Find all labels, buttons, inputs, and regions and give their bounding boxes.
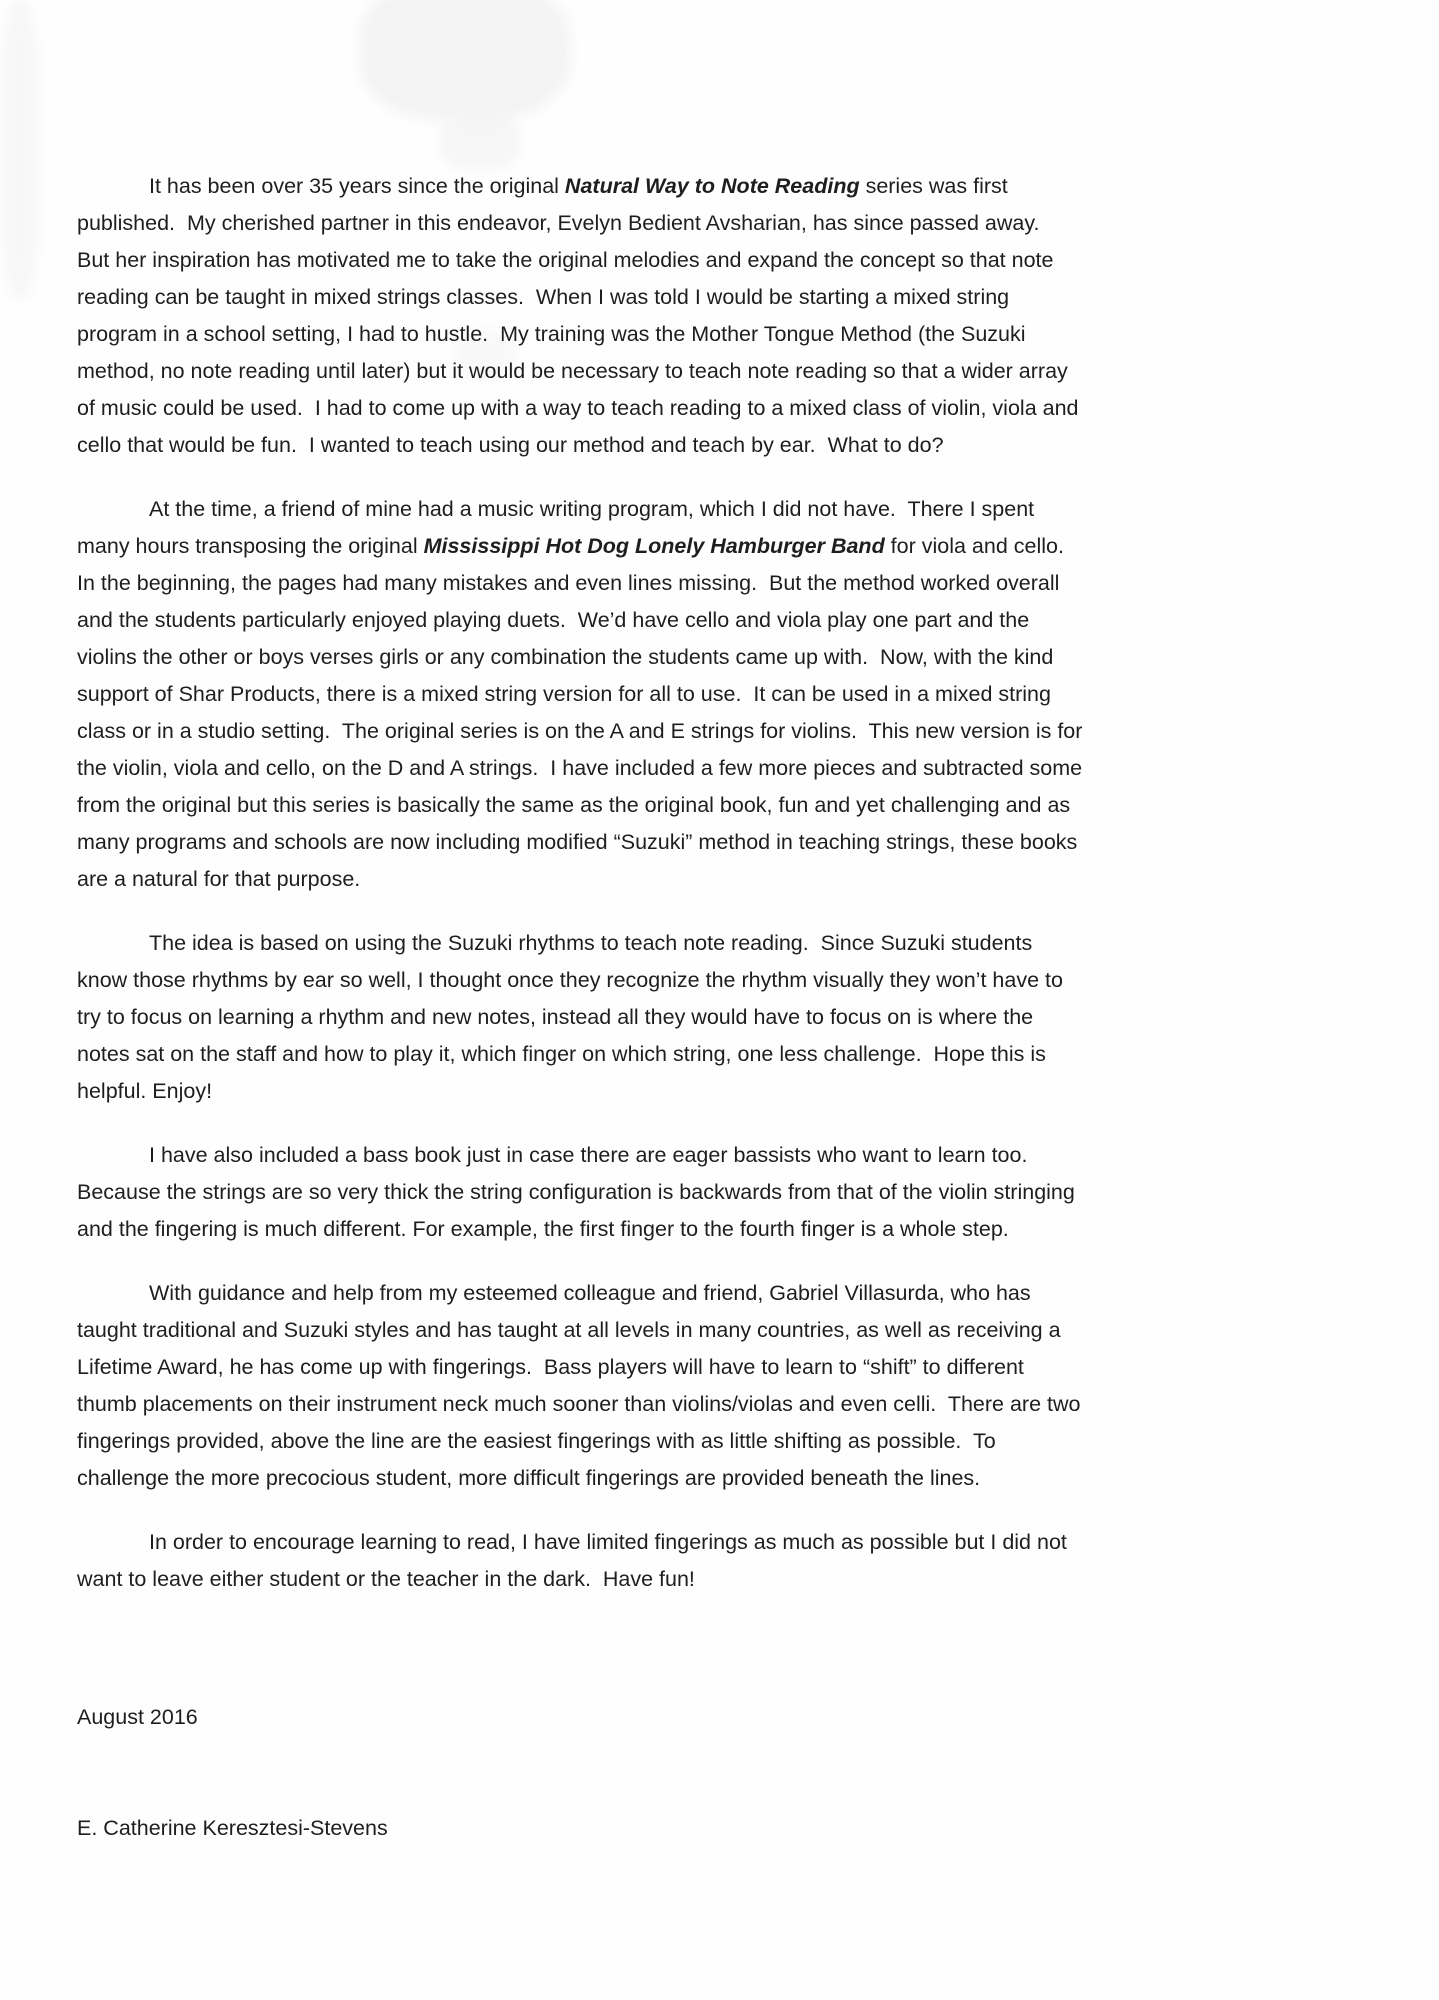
- signoff-name: E. Catherine Keresztesi-Stevens: [77, 1816, 388, 1840]
- paragraph-text: The idea is based on using the Suzuki rhythms to teach note reading. Since Suzuki students know those rhythms by ear so well, I thought once they recognize the rhythm visually they won’t have to try to focus on learning a rhythm and new notes, instead all they would have to focus on is where the notes sat on the staff and how to play it, which finger on which string, one less challenge. Hope this is helpful. Enjoy!: [77, 931, 1069, 1103]
- paragraph-text: In order to encourage learning to read, I have limited fingerings as much as possible but I did not want to leave either student or the teacher in the dark. Have fun!: [77, 1530, 1073, 1591]
- paragraph: [77, 1137, 1083, 1248]
- scan-smudge: [0, 0, 40, 300]
- paragraph: [77, 925, 1083, 1110]
- paragraph-text: for viola and cello. In the beginning, the pages had many mistakes and even lines missing. But the method worked overall and the students particularly enjoyed playing duets. We’d have cello and viola play one part and the violins the other or boys verses girls or any combination the students came up with. Now, with the kind support of Shar Products, there is a mixed string version for all to use. It can be used in a mixed string class or in a studio setting. The original series is on the A and E strings for violins. This new version is for the violin, viola and cello, on the D and A strings. I have included a few more pieces and subtracted some from the original but this series is basically the same as the original book, fun and yet challenging and as many programs and schools are now including modified “Suzuki” method in teaching strings, these books are a natural for that purpose.: [77, 534, 1089, 891]
- letter-paragraphs: [77, 168, 1089, 1598]
- paragraph: [77, 1524, 1083, 1598]
- scan-smudge: [440, 110, 520, 170]
- paragraph: [77, 168, 1083, 464]
- paragraph: [77, 491, 1089, 898]
- signoff-date: August 2016: [77, 1705, 198, 1729]
- book-title-emphasis: Mississippi Hot Dog Lonely Hamburger Band: [423, 534, 885, 558]
- scan-smudge: [360, 0, 570, 120]
- paragraph-text: With guidance and help from my esteemed colleague and friend, Gabriel Villasurda, who has taught traditional and Suzuki styles and has taught at all levels in many countries, as well as receiving a Lifetime Award, he has come up with fingerings. Bass players will have to learn to “shift” to different thumb placements on their instrument neck much sooner than violins/violas and even celli. There are two fingerings provided, above the line are the easiest fingerings with as little shifting as possible. To challenge the more precocious student, more difficult fingerings are provided beneath the lines.: [77, 1281, 1087, 1490]
- book-title-emphasis: Natural Way to Note Reading: [564, 174, 860, 198]
- letter-body: [77, 168, 1089, 1921]
- paragraph-text: series was first published. My cherished partner in this endeavor, Evelyn Bedient Avsharian, has since passed away. But her inspiration has motivated me to take the original melodies and expand the concept so that note reading can be taught in mixed strings classes. When I was told I would be starting a mixed string program in a school setting, I had to hustle. My training was the Mother Tongue Method (the Suzuki method, no note reading until later) but it would be necessary to teach note reading so that a wider array of music could be used. I had to come up with a way to teach reading to a mixed class of violin, viola and cello that would be fun. I wanted to teach using our method and teach by ear. What to do?: [77, 174, 1085, 457]
- paragraph: [77, 1275, 1087, 1497]
- paragraph-text: It has been over 35 years since the original: [149, 174, 565, 198]
- paragraph-text: At the time, a friend of mine had a music writing program, which I did not have. There I spent many hours transposing the original: [77, 497, 1041, 558]
- signoff-block: [77, 1625, 1083, 1921]
- paragraph-text: I have also included a bass book just in case there are eager bassists who want to learn too. Because the strings are so very thick the string configuration is backwards from that of the violin stringing and the fingering is much different. For example, the first finger to the fourth finger is a whole step.: [77, 1143, 1081, 1241]
